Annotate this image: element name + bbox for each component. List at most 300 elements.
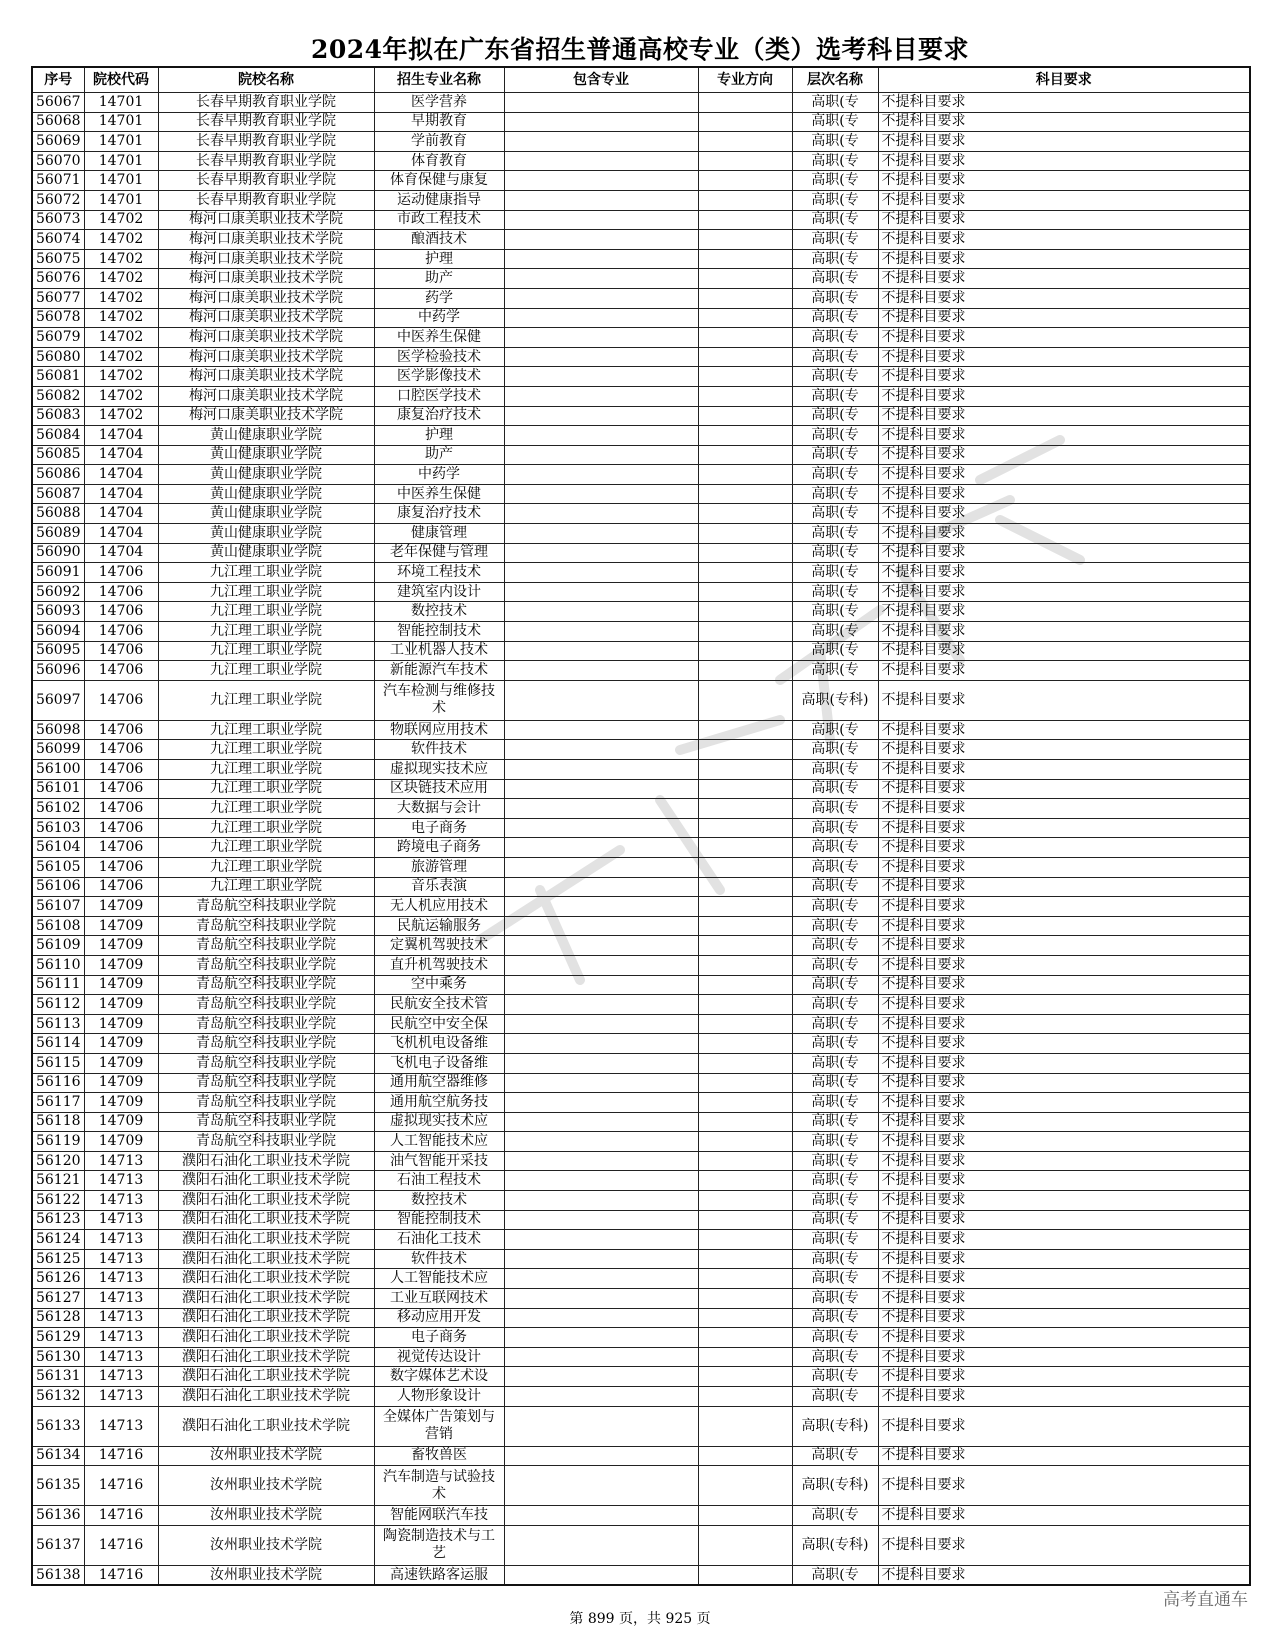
- table-row: [32, 386, 1250, 406]
- cell-req: 不提科目要求: [878, 582, 1250, 602]
- cell-major: 通用航空器维修: [374, 1073, 504, 1093]
- cell-direction: [698, 386, 792, 406]
- cell-code: 14704: [84, 524, 158, 544]
- cell-include: [504, 563, 698, 583]
- table-row: [32, 93, 1250, 113]
- cell-school: 九江理工职业学院: [158, 602, 374, 622]
- cell-major: 全媒体广告策划与营销: [374, 1406, 504, 1446]
- cell-code: 14709: [84, 1034, 158, 1054]
- cell-no: 56131: [32, 1367, 84, 1387]
- cell-level: 高职(专: [792, 426, 878, 446]
- table-row: [32, 1093, 1250, 1113]
- cell-level: 高职(专: [792, 484, 878, 504]
- cell-level: 高职(专: [792, 1191, 878, 1211]
- cell-direction: [698, 1210, 792, 1230]
- table-row: [32, 680, 1250, 720]
- requirements-table: [31, 66, 1251, 1586]
- cell-req: 不提科目要求: [878, 1249, 1250, 1269]
- header-row: [32, 67, 1250, 93]
- cell-level: 高职(专: [792, 151, 878, 171]
- table-row: [32, 1034, 1250, 1054]
- cell-code: 14702: [84, 308, 158, 328]
- cell-no: 56115: [32, 1053, 84, 1073]
- cell-school: 九江理工职业学院: [158, 720, 374, 740]
- cell-no: 56138: [32, 1565, 84, 1585]
- cell-req: 不提科目要求: [878, 1506, 1250, 1526]
- cell-direction: [698, 622, 792, 642]
- table-row: [32, 288, 1250, 308]
- cell-major: 工业机器人技术: [374, 641, 504, 661]
- table-row: [32, 1132, 1250, 1152]
- cell-major: 视觉传达设计: [374, 1347, 504, 1367]
- cell-major: 移动应用开发: [374, 1308, 504, 1328]
- cell-include: [504, 720, 698, 740]
- cell-code: 14706: [84, 582, 158, 602]
- cell-include: [504, 622, 698, 642]
- cell-code: 14713: [84, 1269, 158, 1289]
- cell-level: 高职(专: [792, 1367, 878, 1387]
- cell-req: 不提科目要求: [878, 1347, 1250, 1367]
- cell-level: 高职(专: [792, 1446, 878, 1466]
- cell-req: 不提科目要求: [878, 680, 1250, 720]
- cell-direction: [698, 1269, 792, 1289]
- cell-include: [504, 1525, 698, 1565]
- cell-level: 高职(专: [792, 1565, 878, 1585]
- cell-school: 濮阳石油化工职业技术学院: [158, 1367, 374, 1387]
- cell-level: 高职(专: [792, 347, 878, 367]
- cell-direction: [698, 897, 792, 917]
- cell-req: 不提科目要求: [878, 563, 1250, 583]
- cell-school: 梅河口康美职业技术学院: [158, 367, 374, 387]
- cell-req: 不提科目要求: [878, 406, 1250, 426]
- cell-req: 不提科目要求: [878, 720, 1250, 740]
- table-row: [32, 779, 1250, 799]
- cell-req: 不提科目要求: [878, 524, 1250, 544]
- cell-code: 14713: [84, 1171, 158, 1191]
- cell-code: 14716: [84, 1466, 158, 1506]
- cell-include: [504, 995, 698, 1015]
- cell-no: 56118: [32, 1112, 84, 1132]
- cell-code: 14713: [84, 1406, 158, 1446]
- cell-req: 不提科目要求: [878, 1132, 1250, 1152]
- cell-no: 56127: [32, 1289, 84, 1309]
- cell-include: [504, 818, 698, 838]
- cell-level: 高职(专: [792, 445, 878, 465]
- cell-no: 56094: [32, 622, 84, 642]
- cell-no: 56104: [32, 838, 84, 858]
- cell-include: [504, 857, 698, 877]
- cell-level: 高职(专: [792, 249, 878, 269]
- cell-direction: [698, 877, 792, 897]
- cell-no: 56098: [32, 720, 84, 740]
- cell-school: 长春早期教育职业学院: [158, 171, 374, 191]
- table-row: [32, 1053, 1250, 1073]
- cell-include: [504, 838, 698, 858]
- column-header: 包含专业: [504, 67, 698, 93]
- cell-req: 不提科目要求: [878, 838, 1250, 858]
- table-row: [32, 1308, 1250, 1328]
- cell-level: 高职(专: [792, 1269, 878, 1289]
- cell-req: 不提科目要求: [878, 1073, 1250, 1093]
- cell-school: 梅河口康美职业技术学院: [158, 328, 374, 348]
- cell-level: 高职(专: [792, 1387, 878, 1407]
- cell-major: 无人机应用技术: [374, 897, 504, 917]
- cell-include: [504, 1387, 698, 1407]
- cell-req: 不提科目要求: [878, 347, 1250, 367]
- cell-code: 14713: [84, 1367, 158, 1387]
- cell-level: 高职(专科): [792, 1525, 878, 1565]
- cell-no: 56100: [32, 760, 84, 780]
- cell-no: 56099: [32, 740, 84, 760]
- cell-req: 不提科目要求: [878, 190, 1250, 210]
- cell-req: 不提科目要求: [878, 760, 1250, 780]
- cell-code: 14704: [84, 465, 158, 485]
- cell-req: 不提科目要求: [878, 1210, 1250, 1230]
- cell-include: [504, 1466, 698, 1506]
- cell-code: 14709: [84, 1053, 158, 1073]
- cell-code: 14713: [84, 1249, 158, 1269]
- cell-level: 高职(专: [792, 1308, 878, 1328]
- cell-school: 九江理工职业学院: [158, 740, 374, 760]
- cell-req: 不提科目要求: [878, 1171, 1250, 1191]
- cell-req: 不提科目要求: [878, 995, 1250, 1015]
- cell-req: 不提科目要求: [878, 288, 1250, 308]
- cell-include: [504, 1347, 698, 1367]
- cell-code: 14709: [84, 897, 158, 917]
- cell-major: 人物形象设计: [374, 1387, 504, 1407]
- cell-major: 软件技术: [374, 740, 504, 760]
- table-row: [32, 1406, 1250, 1446]
- cell-school: 长春早期教育职业学院: [158, 112, 374, 132]
- cell-req: 不提科目要求: [878, 1446, 1250, 1466]
- cell-no: 56079: [32, 328, 84, 348]
- cell-req: 不提科目要求: [878, 1565, 1250, 1585]
- cell-school: 青岛航空科技职业学院: [158, 916, 374, 936]
- cell-direction: [698, 818, 792, 838]
- cell-level: 高职(专: [792, 1132, 878, 1152]
- cell-include: [504, 602, 698, 622]
- cell-direction: [698, 269, 792, 289]
- cell-level: 高职(专: [792, 288, 878, 308]
- cell-no: 56068: [32, 112, 84, 132]
- cell-level: 高职(专: [792, 1210, 878, 1230]
- cell-include: [504, 1446, 698, 1466]
- cell-level: 高职(专: [792, 779, 878, 799]
- cell-level: 高职(专: [792, 524, 878, 544]
- cell-no: 56096: [32, 661, 84, 681]
- table-row: [32, 799, 1250, 819]
- table-row: [32, 582, 1250, 602]
- cell-direction: [698, 171, 792, 191]
- cell-direction: [698, 1289, 792, 1309]
- cell-school: 青岛航空科技职业学院: [158, 936, 374, 956]
- cell-req: 不提科目要求: [878, 779, 1250, 799]
- cell-level: 高职(专: [792, 406, 878, 426]
- cell-no: 56110: [32, 955, 84, 975]
- cell-major: 运动健康指导: [374, 190, 504, 210]
- cell-school: 黄山健康职业学院: [158, 543, 374, 563]
- cell-level: 高职(专: [792, 602, 878, 622]
- cell-level: 高职(专: [792, 190, 878, 210]
- cell-code: 14709: [84, 1093, 158, 1113]
- cell-req: 不提科目要求: [878, 151, 1250, 171]
- cell-level: 高职(专: [792, 1347, 878, 1367]
- cell-major: 中医养生保健: [374, 328, 504, 348]
- cell-direction: [698, 995, 792, 1015]
- cell-major: 飞机机电设备维: [374, 1034, 504, 1054]
- cell-no: 56074: [32, 230, 84, 250]
- table-row: [32, 1387, 1250, 1407]
- cell-direction: [698, 426, 792, 446]
- cell-code: 14706: [84, 641, 158, 661]
- cell-include: [504, 1171, 698, 1191]
- cell-school: 九江理工职业学院: [158, 760, 374, 780]
- table-row: [32, 857, 1250, 877]
- cell-no: 56085: [32, 445, 84, 465]
- cell-school: 濮阳石油化工职业技术学院: [158, 1171, 374, 1191]
- cell-direction: [698, 740, 792, 760]
- cell-major: 酿酒技术: [374, 230, 504, 250]
- cell-direction: [698, 1466, 792, 1506]
- cell-req: 不提科目要求: [878, 1093, 1250, 1113]
- cell-direction: [698, 1112, 792, 1132]
- cell-code: 14702: [84, 347, 158, 367]
- cell-school: 梅河口康美职业技术学院: [158, 269, 374, 289]
- cell-major: 助产: [374, 269, 504, 289]
- cell-direction: [698, 308, 792, 328]
- cell-school: 梅河口康美职业技术学院: [158, 347, 374, 367]
- cell-include: [504, 543, 698, 563]
- cell-direction: [698, 602, 792, 622]
- cell-major: 医学营养: [374, 93, 504, 113]
- cell-req: 不提科目要求: [878, 386, 1250, 406]
- cell-code: 14706: [84, 779, 158, 799]
- cell-level: 高职(专: [792, 210, 878, 230]
- cell-major: 环境工程技术: [374, 563, 504, 583]
- cell-direction: [698, 720, 792, 740]
- cell-major: 建筑室内设计: [374, 582, 504, 602]
- cell-req: 不提科目要求: [878, 975, 1250, 995]
- cell-direction: [698, 543, 792, 563]
- cell-code: 14701: [84, 93, 158, 113]
- table-row: [32, 563, 1250, 583]
- cell-include: [504, 1367, 698, 1387]
- cell-major: 直升机驾驶技术: [374, 955, 504, 975]
- cell-major: 数字媒体艺术设: [374, 1367, 504, 1387]
- cell-req: 不提科目要求: [878, 955, 1250, 975]
- cell-major: 陶瓷制造技术与工艺: [374, 1525, 504, 1565]
- table-row: [32, 504, 1250, 524]
- cell-level: 高职(专: [792, 1151, 878, 1171]
- cell-req: 不提科目要求: [878, 367, 1250, 387]
- cell-no: 56133: [32, 1406, 84, 1446]
- cell-code: 14704: [84, 484, 158, 504]
- cell-include: [504, 1014, 698, 1034]
- cell-no: 56087: [32, 484, 84, 504]
- cell-level: 高职(专: [792, 936, 878, 956]
- cell-include: [504, 582, 698, 602]
- cell-school: 青岛航空科技职业学院: [158, 1073, 374, 1093]
- cell-include: [504, 386, 698, 406]
- cell-req: 不提科目要求: [878, 1328, 1250, 1348]
- cell-include: [504, 484, 698, 504]
- cell-major: 老年保健与管理: [374, 543, 504, 563]
- cell-school: 濮阳石油化工职业技术学院: [158, 1151, 374, 1171]
- cell-direction: [698, 1565, 792, 1585]
- table-row: [32, 367, 1250, 387]
- cell-code: 14716: [84, 1525, 158, 1565]
- cell-req: 不提科目要求: [878, 1308, 1250, 1328]
- cell-major: 汽车制造与试验技术: [374, 1466, 504, 1506]
- cell-level: 高职(专: [792, 995, 878, 1015]
- cell-major: 民航运输服务: [374, 916, 504, 936]
- cell-code: 14716: [84, 1506, 158, 1526]
- cell-school: 濮阳石油化工职业技术学院: [158, 1406, 374, 1446]
- cell-req: 不提科目要求: [878, 1151, 1250, 1171]
- cell-direction: [698, 1506, 792, 1526]
- cell-level: 高职(专: [792, 1073, 878, 1093]
- cell-major: 油气智能开采技: [374, 1151, 504, 1171]
- cell-code: 14706: [84, 602, 158, 622]
- cell-direction: [698, 445, 792, 465]
- cell-level: 高职(专: [792, 1328, 878, 1348]
- cell-include: [504, 1151, 698, 1171]
- cell-no: 56125: [32, 1249, 84, 1269]
- cell-include: [504, 1053, 698, 1073]
- cell-level: 高职(专: [792, 897, 878, 917]
- cell-major: 智能控制技术: [374, 622, 504, 642]
- cell-code: 14709: [84, 1112, 158, 1132]
- table-row: [32, 249, 1250, 269]
- cell-req: 不提科目要求: [878, 1269, 1250, 1289]
- cell-major: 护理: [374, 426, 504, 446]
- cell-major: 新能源汽车技术: [374, 661, 504, 681]
- cell-code: 14713: [84, 1387, 158, 1407]
- cell-no: 56080: [32, 347, 84, 367]
- cell-school: 青岛航空科技职业学院: [158, 995, 374, 1015]
- cell-no: 56108: [32, 916, 84, 936]
- cell-include: [504, 406, 698, 426]
- table-row: [32, 151, 1250, 171]
- cell-include: [504, 975, 698, 995]
- cell-level: 高职(专: [792, 760, 878, 780]
- cell-direction: [698, 779, 792, 799]
- cell-req: 不提科目要求: [878, 328, 1250, 348]
- cell-no: 56136: [32, 1506, 84, 1526]
- cell-include: [504, 955, 698, 975]
- cell-major: 软件技术: [374, 1249, 504, 1269]
- cell-major: 人工智能技术应: [374, 1269, 504, 1289]
- table-row: [32, 1446, 1250, 1466]
- cell-req: 不提科目要求: [878, 799, 1250, 819]
- cell-include: [504, 504, 698, 524]
- cell-direction: [698, 1328, 792, 1348]
- cell-school: 青岛航空科技职业学院: [158, 975, 374, 995]
- cell-include: [504, 1191, 698, 1211]
- cell-direction: [698, 838, 792, 858]
- table-row: [32, 484, 1250, 504]
- cell-level: 高职(专: [792, 465, 878, 485]
- cell-include: [504, 524, 698, 544]
- cell-req: 不提科目要求: [878, 426, 1250, 446]
- cell-school: 濮阳石油化工职业技术学院: [158, 1269, 374, 1289]
- cell-req: 不提科目要求: [878, 916, 1250, 936]
- cell-no: 56112: [32, 995, 84, 1015]
- cell-school: 九江理工职业学院: [158, 779, 374, 799]
- cell-code: 14702: [84, 210, 158, 230]
- cell-no: 56129: [32, 1328, 84, 1348]
- table-row: [32, 406, 1250, 426]
- cell-req: 不提科目要求: [878, 857, 1250, 877]
- table-row: [32, 602, 1250, 622]
- cell-direction: [698, 112, 792, 132]
- cell-school: 长春早期教育职业学院: [158, 132, 374, 152]
- table-row: [32, 936, 1250, 956]
- cell-school: 汝州职业技术学院: [158, 1525, 374, 1565]
- cell-school: 九江理工职业学院: [158, 582, 374, 602]
- cell-major: 医学检验技术: [374, 347, 504, 367]
- table-row: [32, 308, 1250, 328]
- cell-level: 高职(专: [792, 1171, 878, 1191]
- cell-no: 56126: [32, 1269, 84, 1289]
- table-row: [32, 818, 1250, 838]
- table-row: [32, 995, 1250, 1015]
- cell-school: 长春早期教育职业学院: [158, 93, 374, 113]
- cell-no: 56097: [32, 680, 84, 720]
- cell-code: 14716: [84, 1446, 158, 1466]
- cell-level: 高职(专: [792, 1014, 878, 1034]
- cell-major: 旅游管理: [374, 857, 504, 877]
- table-row: [32, 1171, 1250, 1191]
- cell-code: 14702: [84, 367, 158, 387]
- cell-school: 汝州职业技术学院: [158, 1446, 374, 1466]
- cell-school: 九江理工职业学院: [158, 680, 374, 720]
- table-row: [32, 1014, 1250, 1034]
- cell-include: [504, 779, 698, 799]
- cell-code: 14701: [84, 171, 158, 191]
- cell-include: [504, 936, 698, 956]
- cell-no: 56103: [32, 818, 84, 838]
- cell-direction: [698, 406, 792, 426]
- table-row: [32, 1073, 1250, 1093]
- cell-include: [504, 308, 698, 328]
- cell-direction: [698, 799, 792, 819]
- cell-no: 56134: [32, 1446, 84, 1466]
- cell-req: 不提科目要求: [878, 269, 1250, 289]
- page-title: 2024年拟在广东省招生普通高校专业（类）选考科目要求: [310, 35, 970, 64]
- cell-level: 高职(专: [792, 93, 878, 113]
- cell-direction: [698, 93, 792, 113]
- cell-include: [504, 760, 698, 780]
- cell-level: 高职(专: [792, 230, 878, 250]
- cell-school: 九江理工职业学院: [158, 857, 374, 877]
- table-row: [32, 1249, 1250, 1269]
- cell-level: 高职(专: [792, 171, 878, 191]
- cell-school: 黄山健康职业学院: [158, 426, 374, 446]
- table-row: [32, 1151, 1250, 1171]
- cell-no: 56073: [32, 210, 84, 230]
- cell-no: 56092: [32, 582, 84, 602]
- cell-level: 高职(专科): [792, 1406, 878, 1446]
- cell-include: [504, 1289, 698, 1309]
- cell-no: 56117: [32, 1093, 84, 1113]
- cell-level: 高职(专: [792, 838, 878, 858]
- cell-req: 不提科目要求: [878, 740, 1250, 760]
- table-row: [32, 1191, 1250, 1211]
- cell-level: 高职(专: [792, 1249, 878, 1269]
- cell-major: 智能控制技术: [374, 1210, 504, 1230]
- cell-no: 56084: [32, 426, 84, 446]
